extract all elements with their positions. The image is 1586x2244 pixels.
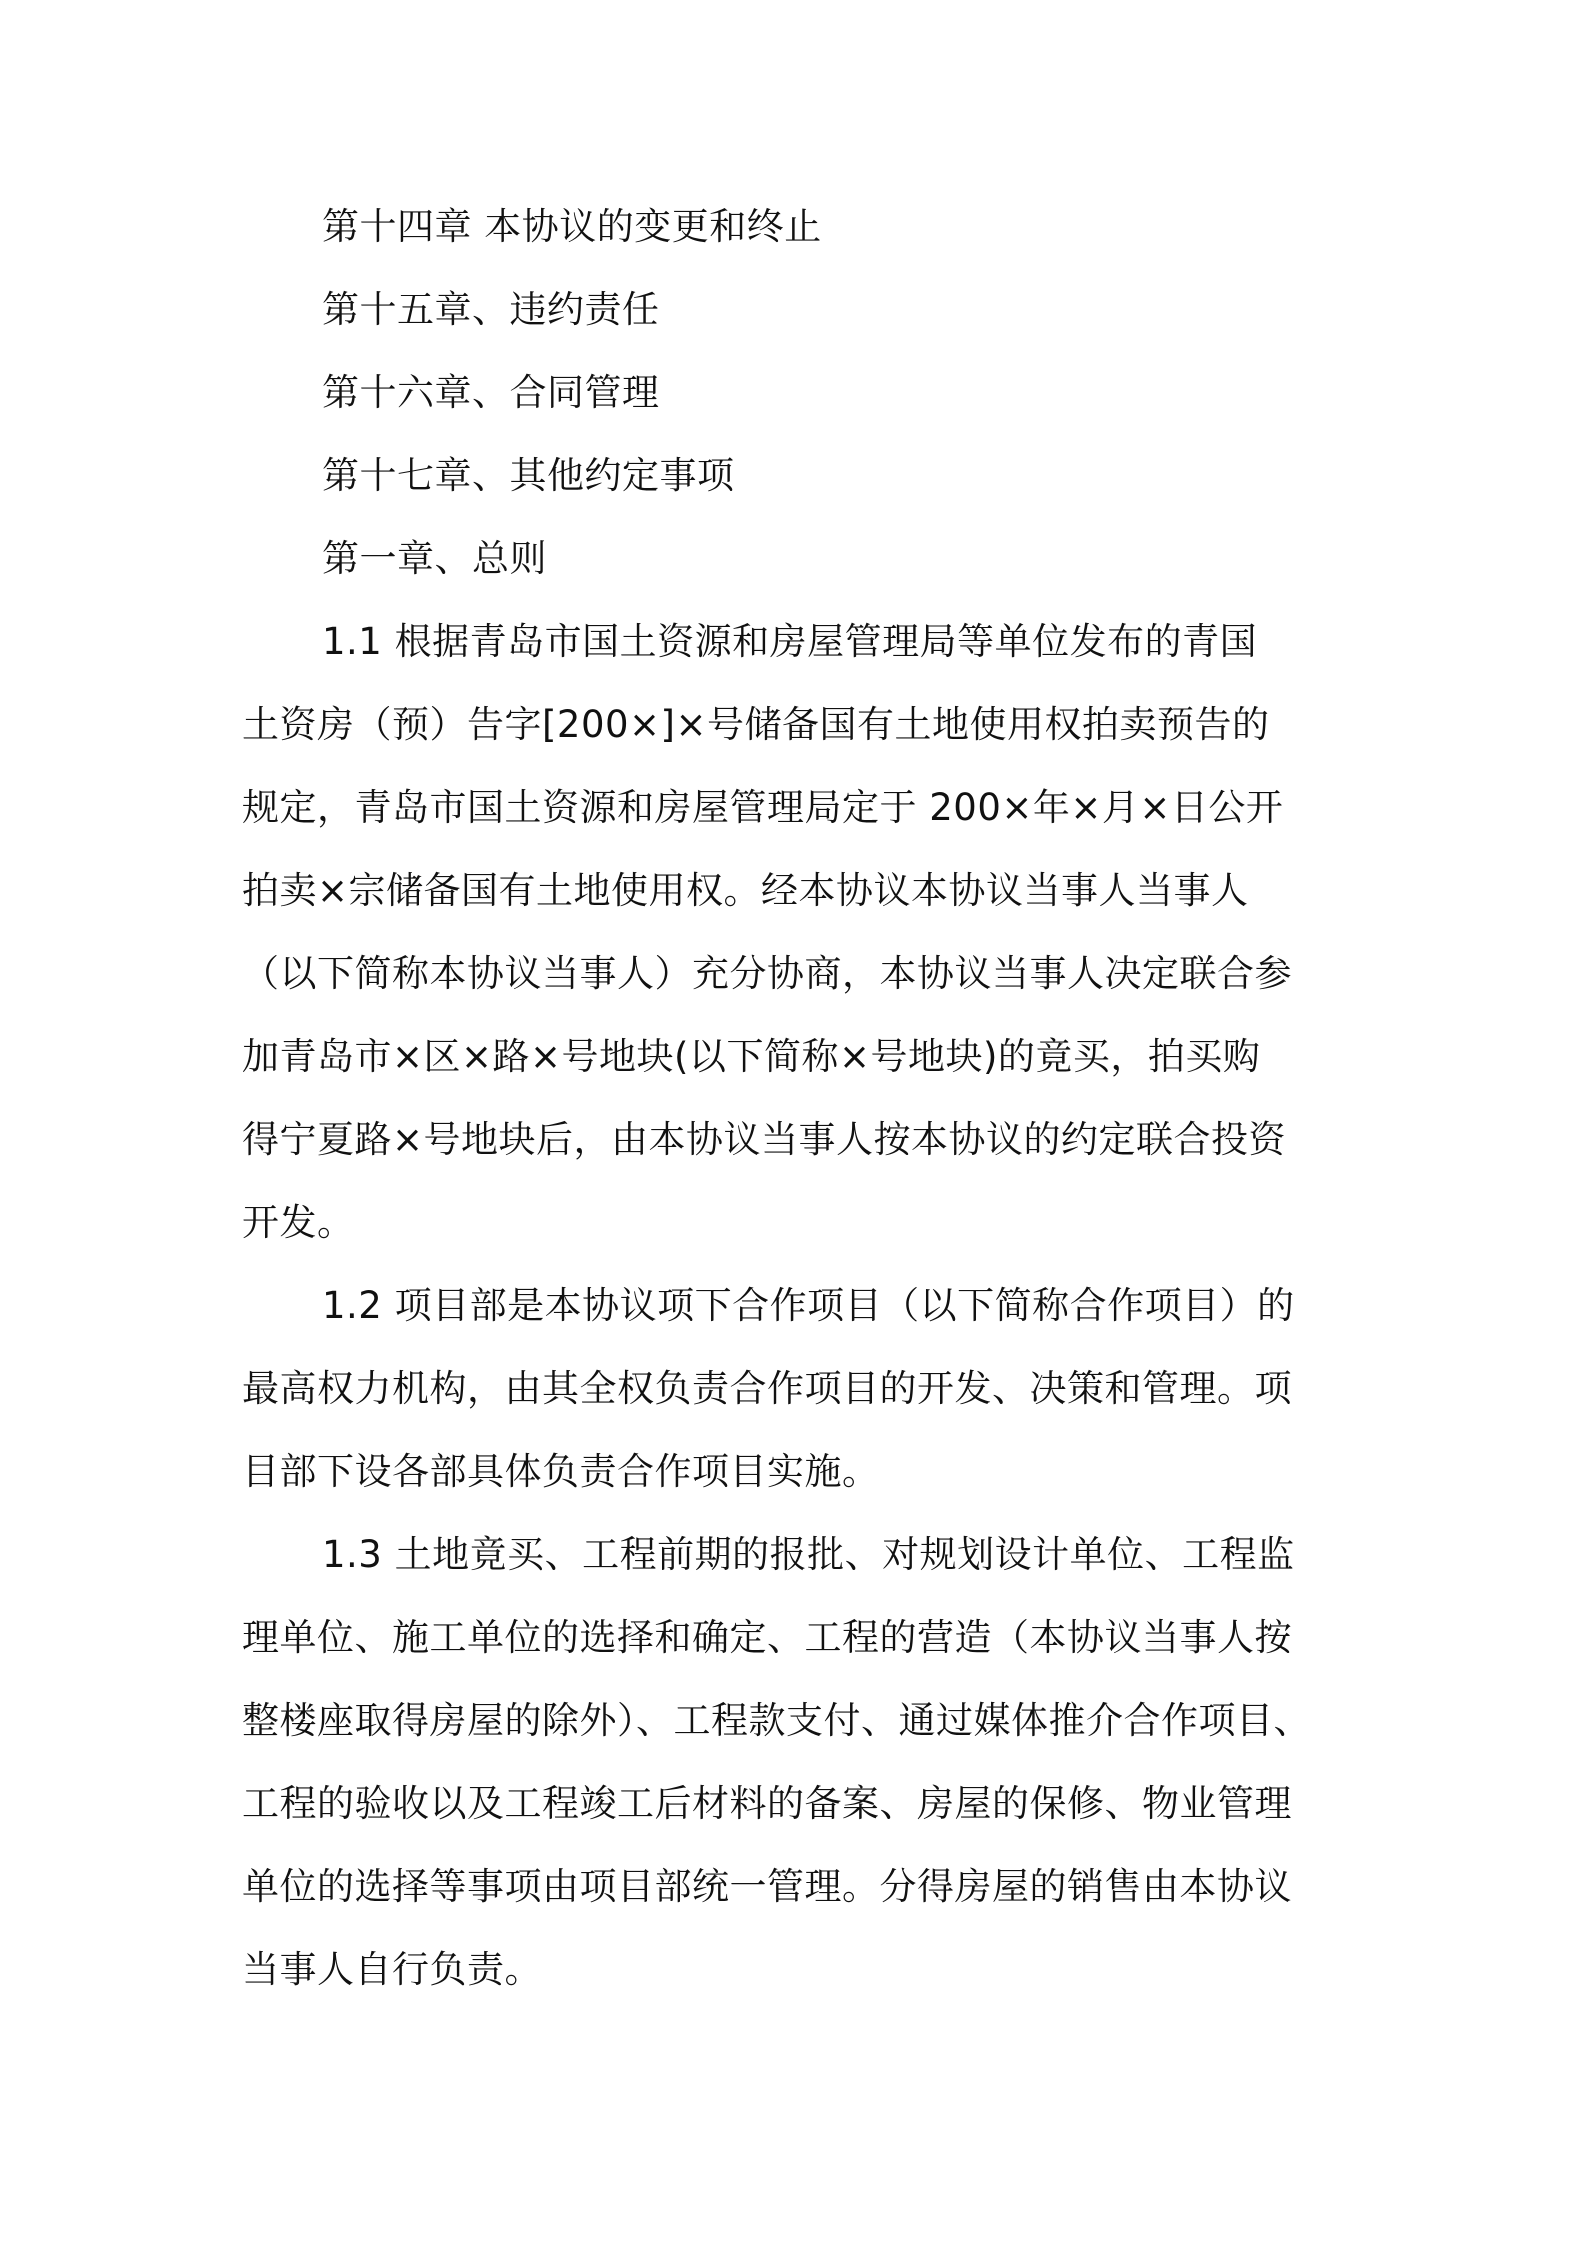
paragraph-line: 工程的验收以及工程竣工后材料的备案、房屋的保修、物业管理: [242, 1782, 1292, 1825]
chapter-heading-14: 第十四章 本协议的变更和终止: [322, 205, 822, 248]
paragraph-line: 规定，青岛市国土资源和房屋管理局定于 200×年×月×日公开: [242, 786, 1284, 829]
paragraph-line: 开发。: [242, 1201, 355, 1244]
chapter-heading-16: 第十六章、合同管理: [322, 371, 660, 414]
paragraph-line: 1.3 土地竟买、工程前期的报批、对规划设计单位、工程监: [322, 1533, 1295, 1576]
paragraph-line: （以下简称本协议当事人）充分协商，本协议当事人决定联合参: [242, 952, 1292, 995]
chapter-heading-15: 第十五章、违约责任: [322, 288, 660, 331]
paragraph-line: 整楼座取得房屋的除外）、工程款支付、通过媒体推介合作项目、: [242, 1699, 1311, 1742]
paragraph-line: 土资房（预）告字[200×]×号储备国有土地使用权拍卖预告的: [242, 703, 1270, 746]
paragraph-line: 当事人自行负责。: [242, 1948, 542, 1991]
paragraph-line: 单位的选择等事项由项目部统一管理。分得房屋的销售由本协议: [242, 1865, 1292, 1908]
paragraph-line: 理单位、施工单位的选择和确定、工程的营造（本协议当事人按: [242, 1616, 1292, 1659]
paragraph-line: 最高权力机构，由其全权负责合作项目的开发、决策和管理。项: [242, 1367, 1292, 1410]
paragraph-line: 拍卖×宗储备国有土地使用权。经本协议本协议当事人当事人: [242, 869, 1249, 912]
paragraph-line: 目部下设各部具体负责合作项目实施。: [242, 1450, 880, 1493]
paragraph-line: 加青岛市×区×路×号地块(以下简称×号地块)的竟买，拍买购: [242, 1035, 1261, 1078]
paragraph-line: 1.2 项目部是本协议项下合作项目（以下简称合作项目）的: [322, 1284, 1295, 1327]
paragraph-line: 1.1 根据青岛市国土资源和房屋管理局等单位发布的青国: [322, 620, 1258, 663]
chapter-heading-17: 第十七章、其他约定事项: [322, 454, 735, 497]
chapter-heading-1: 第一章、总则: [322, 537, 547, 580]
paragraph-line: 得宁夏路×号地块后，由本协议当事人按本协议的约定联合投资: [242, 1118, 1287, 1161]
